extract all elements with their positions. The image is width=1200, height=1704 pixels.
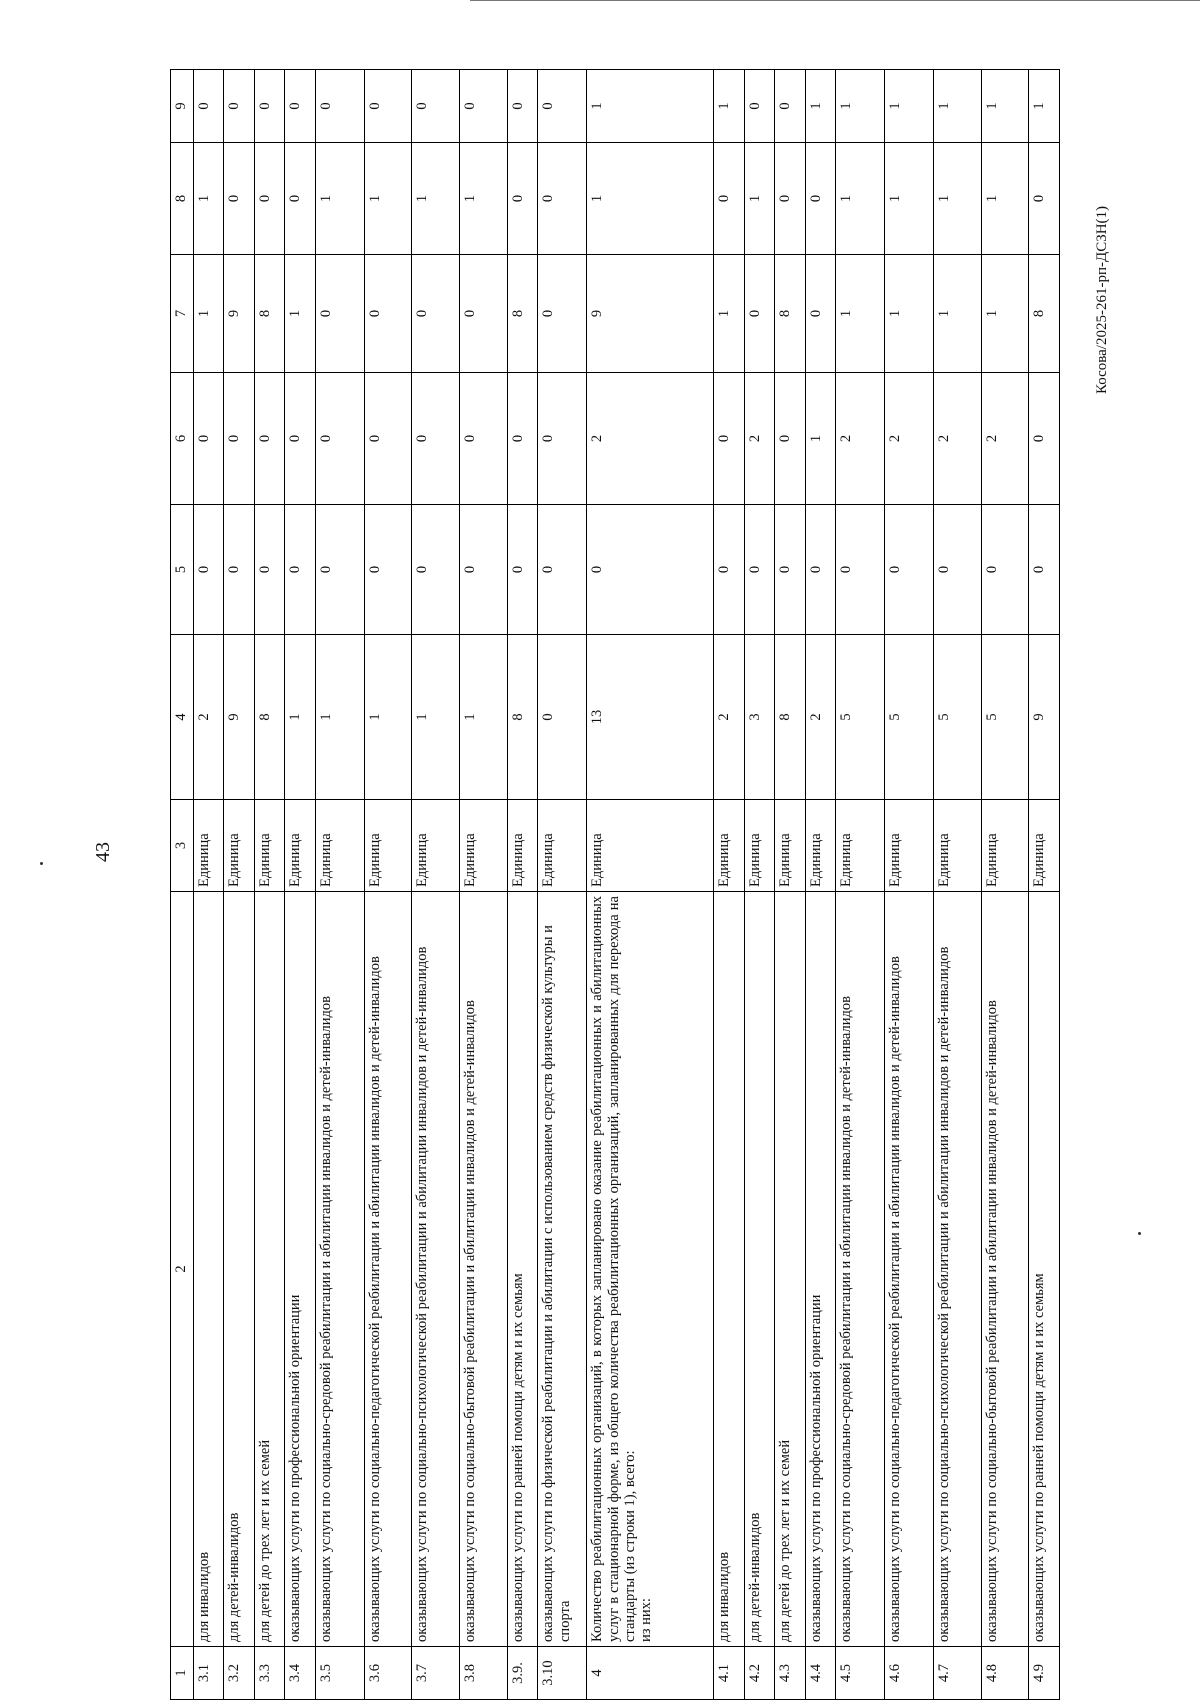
row-value: 0 bbox=[805, 143, 835, 255]
description-text: Количество реабилитационных организаций, в которых запланировано оказание реабилитационных и абилитационных услуг в стационарной форме, из общего количества реабилитационных организаций, запланированных для перехода на стандарты (из строки 1), всего: bbox=[589, 896, 638, 1642]
row-value: 0 bbox=[714, 373, 744, 505]
row-unit: Единица bbox=[836, 800, 885, 892]
row-unit: Единица bbox=[224, 800, 254, 892]
description-text: для детей-инвалидов bbox=[226, 1512, 243, 1642]
row-value: 0 bbox=[364, 70, 412, 143]
row-value: 1 bbox=[933, 255, 981, 373]
description-text: оказывающих услуги по социально-средовой реабилитации и абилитации инвалидов и детей-инвалидов bbox=[317, 996, 334, 1642]
row-value: 2 bbox=[587, 373, 714, 505]
row-value: 13 bbox=[587, 635, 714, 800]
header-cell: 7 bbox=[171, 255, 194, 373]
row-value: 0 bbox=[315, 70, 364, 143]
row-value: 0 bbox=[412, 255, 460, 373]
row-value: 8 bbox=[507, 255, 537, 373]
row-value: 9 bbox=[224, 255, 254, 373]
row-value: 1 bbox=[836, 70, 885, 143]
table-row bbox=[981, 70, 1029, 1700]
row-value: 5 bbox=[981, 635, 1029, 800]
row-number: 4.3 bbox=[775, 1647, 805, 1700]
row-value: 0 bbox=[744, 255, 774, 373]
table-row bbox=[744, 70, 774, 1700]
row-value: 0 bbox=[836, 505, 885, 635]
row-description bbox=[460, 892, 508, 1647]
row-value: 0 bbox=[1029, 505, 1060, 635]
row-unit: Единица bbox=[412, 800, 460, 892]
table-row bbox=[364, 70, 412, 1700]
description-text: оказывающих услуги по социально-психологической реабилитации и абилитации инвалидов и детей-инвалидов bbox=[935, 946, 952, 1642]
row-value: 1 bbox=[315, 143, 364, 255]
row-unit: Единица bbox=[933, 800, 981, 892]
row-value: 8 bbox=[1029, 255, 1060, 373]
row-value: 0 bbox=[744, 70, 774, 143]
row-value: 0 bbox=[460, 70, 508, 143]
row-value: 0 bbox=[254, 505, 284, 635]
row-number: 4.7 bbox=[933, 1647, 981, 1700]
row-value: 0 bbox=[714, 143, 744, 255]
description-text: для инвалидов bbox=[716, 1551, 733, 1642]
table-row bbox=[538, 70, 587, 1700]
rotated-table-wrapper bbox=[170, 70, 1060, 1700]
row-value: 1 bbox=[460, 143, 508, 255]
table-row bbox=[884, 70, 933, 1700]
scan-speck bbox=[40, 862, 43, 865]
row-description bbox=[981, 892, 1029, 1647]
row-value: 1 bbox=[805, 373, 835, 505]
row-value: 0 bbox=[254, 373, 284, 505]
row-unit: Единица bbox=[507, 800, 537, 892]
row-value: 0 bbox=[775, 70, 805, 143]
row-value: 1 bbox=[933, 143, 981, 255]
row-value: 0 bbox=[412, 373, 460, 505]
row-value: 1 bbox=[460, 635, 508, 800]
description-text: оказывающих услуги по профессиональной ориентации bbox=[807, 1294, 824, 1642]
row-value: 8 bbox=[507, 635, 537, 800]
row-unit: Единица bbox=[254, 800, 284, 892]
description-text: оказывающих услуги по социально-педагогической реабилитации и абилитации инвалидов и детей-инвалидов bbox=[886, 956, 903, 1642]
row-description bbox=[836, 892, 885, 1647]
row-value: 1 bbox=[285, 255, 315, 373]
row-value: 1 bbox=[1029, 70, 1060, 143]
description-text: оказывающих услуги по социально-психологической реабилитации и абилитации инвалидов и детей-инвалидов bbox=[414, 946, 431, 1642]
row-value: 0 bbox=[460, 373, 508, 505]
row-description bbox=[315, 892, 364, 1647]
row-value: 1 bbox=[714, 70, 744, 143]
row-unit: Единица bbox=[744, 800, 774, 892]
row-value: 0 bbox=[538, 373, 587, 505]
row-value: 0 bbox=[224, 505, 254, 635]
row-value: 0 bbox=[538, 70, 587, 143]
table-row bbox=[412, 70, 460, 1700]
row-value: 0 bbox=[507, 373, 537, 505]
row-value: 0 bbox=[285, 373, 315, 505]
row-unit: Единица bbox=[194, 800, 224, 892]
row-value: 2 bbox=[194, 635, 224, 800]
row-value: 1 bbox=[933, 70, 981, 143]
scan-speck bbox=[1138, 1232, 1141, 1235]
row-value: 0 bbox=[714, 505, 744, 635]
row-value: 2 bbox=[836, 373, 885, 505]
row-description bbox=[224, 892, 254, 1647]
row-value: 0 bbox=[538, 255, 587, 373]
row-description bbox=[364, 892, 412, 1647]
row-number: 3.8 bbox=[460, 1647, 508, 1700]
table-row bbox=[714, 70, 744, 1700]
row-value: 1 bbox=[884, 70, 933, 143]
description-text: оказывающих услуги по профессиональной ориентации bbox=[287, 1294, 304, 1642]
row-value: 0 bbox=[364, 255, 412, 373]
row-value: 0 bbox=[538, 635, 587, 800]
row-value: 8 bbox=[775, 635, 805, 800]
row-value: 1 bbox=[194, 143, 224, 255]
page-number: 43 bbox=[92, 842, 114, 862]
row-unit: Единица bbox=[315, 800, 364, 892]
header-cell: 3 bbox=[171, 800, 194, 892]
row-number: 4.9 bbox=[1029, 1647, 1060, 1700]
row-value: 9 bbox=[587, 255, 714, 373]
table-row bbox=[285, 70, 315, 1700]
table-row bbox=[836, 70, 885, 1700]
row-unit: Единица bbox=[805, 800, 835, 892]
row-value: 0 bbox=[364, 505, 412, 635]
row-description bbox=[1029, 892, 1060, 1647]
table-body bbox=[171, 70, 1060, 1700]
row-description bbox=[884, 892, 933, 1647]
row-number: 3.5 bbox=[315, 1647, 364, 1700]
table-row bbox=[1029, 70, 1060, 1700]
row-number: 3.7 bbox=[412, 1647, 460, 1700]
row-description bbox=[412, 892, 460, 1647]
row-value: 0 bbox=[315, 505, 364, 635]
row-value: 1 bbox=[836, 255, 885, 373]
table-row bbox=[933, 70, 981, 1700]
table-row bbox=[460, 70, 508, 1700]
row-value: 0 bbox=[507, 505, 537, 635]
row-description bbox=[587, 892, 714, 1647]
row-number: 4.1 bbox=[714, 1647, 744, 1700]
table-row bbox=[194, 70, 224, 1700]
document-code: Косова/2025-261-рп-ДСЗН(1) bbox=[1094, 205, 1110, 395]
row-value: 1 bbox=[805, 70, 835, 143]
row-value: 0 bbox=[884, 505, 933, 635]
row-value: 0 bbox=[744, 505, 774, 635]
table-row bbox=[254, 70, 284, 1700]
row-description bbox=[194, 892, 224, 1647]
row-value: 1 bbox=[836, 143, 885, 255]
row-value: 0 bbox=[507, 70, 537, 143]
row-value: 0 bbox=[1029, 373, 1060, 505]
description-text: для детей-инвалидов bbox=[746, 1512, 763, 1642]
row-value: 0 bbox=[805, 505, 835, 635]
row-value: 0 bbox=[805, 255, 835, 373]
row-value: 0 bbox=[460, 255, 508, 373]
row-value: 0 bbox=[538, 143, 587, 255]
row-unit: Единица bbox=[285, 800, 315, 892]
row-value: 2 bbox=[981, 373, 1029, 505]
table-row bbox=[775, 70, 805, 1700]
description-text: оказывающих услуги по социально-бытовой реабилитации и абилитации инвалидов и детей-инвалидов bbox=[983, 1000, 1000, 1642]
row-value: 2 bbox=[805, 635, 835, 800]
row-number: 3.9. bbox=[507, 1647, 537, 1700]
row-unit: Единица bbox=[775, 800, 805, 892]
row-description bbox=[714, 892, 744, 1647]
row-value: 0 bbox=[1029, 143, 1060, 255]
row-value: 0 bbox=[412, 505, 460, 635]
row-value: 0 bbox=[224, 70, 254, 143]
row-number: 3.3 bbox=[254, 1647, 284, 1700]
description-text: оказывающих услуги по социально-бытовой реабилитации и абилитации инвалидов и детей-инвалидов bbox=[462, 1000, 479, 1642]
row-value: 8 bbox=[775, 255, 805, 373]
row-value: 0 bbox=[194, 505, 224, 635]
description-text: для детей до трех лет и их семей bbox=[256, 1439, 273, 1642]
row-value: 0 bbox=[460, 505, 508, 635]
header-row bbox=[171, 70, 194, 1700]
table-row bbox=[587, 70, 714, 1700]
row-value: 1 bbox=[981, 70, 1029, 143]
table-row bbox=[805, 70, 835, 1700]
row-value: 0 bbox=[224, 373, 254, 505]
row-value: 5 bbox=[933, 635, 981, 800]
header-cell: 6 bbox=[171, 373, 194, 505]
row-value: 8 bbox=[254, 635, 284, 800]
row-number: 4.2 bbox=[744, 1647, 774, 1700]
description-text: оказывающих услуги по ранней помощи детям и их семьям bbox=[1031, 1273, 1048, 1642]
row-value: 0 bbox=[315, 373, 364, 505]
row-value: 0 bbox=[285, 70, 315, 143]
row-value: 0 bbox=[194, 373, 224, 505]
row-value: 0 bbox=[538, 505, 587, 635]
row-value: 2 bbox=[744, 373, 774, 505]
row-value: 0 bbox=[981, 505, 1029, 635]
row-value: 0 bbox=[194, 70, 224, 143]
row-value: 1 bbox=[744, 143, 774, 255]
description-text: оказывающих услуги по социально-средовой реабилитации и абилитации инвалидов и детей-инвалидов bbox=[838, 996, 854, 1642]
row-value: 9 bbox=[224, 635, 254, 800]
row-description bbox=[285, 892, 315, 1647]
row-value: 0 bbox=[775, 373, 805, 505]
row-description bbox=[805, 892, 835, 1647]
row-value: 1 bbox=[412, 143, 460, 255]
row-value: 1 bbox=[884, 255, 933, 373]
header-cell: 8 bbox=[171, 143, 194, 255]
row-description bbox=[538, 892, 587, 1647]
row-number: 4.6 bbox=[884, 1647, 933, 1700]
table-row bbox=[507, 70, 537, 1700]
row-value: 3 bbox=[744, 635, 774, 800]
row-value: 1 bbox=[364, 143, 412, 255]
row-value: 0 bbox=[254, 143, 284, 255]
row-value: 0 bbox=[587, 505, 714, 635]
row-value: 1 bbox=[587, 143, 714, 255]
row-unit: Единица bbox=[364, 800, 412, 892]
scan-edge-line bbox=[470, 0, 1200, 1]
row-number: 3.6 bbox=[364, 1647, 412, 1700]
row-description bbox=[254, 892, 284, 1647]
row-number: 4.8 bbox=[981, 1647, 1029, 1700]
row-unit: Единица bbox=[714, 800, 744, 892]
row-value: 1 bbox=[315, 635, 364, 800]
row-value: 1 bbox=[981, 255, 1029, 373]
row-value: 0 bbox=[775, 505, 805, 635]
row-value: 1 bbox=[884, 143, 933, 255]
row-value: 2 bbox=[714, 635, 744, 800]
row-value: 0 bbox=[285, 505, 315, 635]
row-value: 1 bbox=[364, 635, 412, 800]
header-cell: 9 bbox=[171, 70, 194, 143]
row-value: 2 bbox=[884, 373, 933, 505]
row-value: 1 bbox=[412, 635, 460, 800]
description-text: оказывающих услуги по физической реабилитации и абилитации с использованием средств физической культуры и спорта bbox=[540, 925, 573, 1642]
table-row bbox=[315, 70, 364, 1700]
header-cell: 4 bbox=[171, 635, 194, 800]
row-number: 4 bbox=[587, 1647, 714, 1700]
description-text: оказывающих услуги по социально-педагогической реабилитации и абилитации инвалидов и детей-инвалидов bbox=[366, 956, 383, 1642]
row-value: 9 bbox=[1029, 635, 1060, 800]
header-cell: 2 bbox=[171, 892, 194, 1647]
row-unit: Единица bbox=[538, 800, 587, 892]
row-value: 0 bbox=[933, 505, 981, 635]
row-number: 3.2 bbox=[224, 1647, 254, 1700]
table-row bbox=[224, 70, 254, 1700]
row-value: 2 bbox=[933, 373, 981, 505]
row-value: 0 bbox=[254, 70, 284, 143]
row-unit: Единица bbox=[587, 800, 714, 892]
row-value: 1 bbox=[981, 143, 1029, 255]
data-table bbox=[170, 69, 1060, 1700]
row-description bbox=[933, 892, 981, 1647]
row-value: 5 bbox=[836, 635, 885, 800]
description-text: для инвалидов bbox=[196, 1551, 213, 1642]
row-number: 3.4 bbox=[285, 1647, 315, 1700]
description-subtext: из них: bbox=[637, 1598, 654, 1642]
description-text: для детей до трех лет и их семей bbox=[777, 1439, 794, 1642]
row-value: 0 bbox=[412, 70, 460, 143]
row-value: 1 bbox=[587, 70, 714, 143]
row-value: 5 bbox=[884, 635, 933, 800]
row-value: 1 bbox=[194, 255, 224, 373]
description-text: оказывающих услуги по ранней помощи детям и их семьям bbox=[509, 1273, 526, 1642]
row-unit: Единица bbox=[460, 800, 508, 892]
row-value: 0 bbox=[315, 255, 364, 373]
row-unit: Единица bbox=[981, 800, 1029, 892]
row-description bbox=[507, 892, 537, 1647]
row-value: 0 bbox=[775, 143, 805, 255]
header-cell: 5 bbox=[171, 505, 194, 635]
row-description bbox=[744, 892, 774, 1647]
row-unit: Единица bbox=[1029, 800, 1060, 892]
row-value: 0 bbox=[285, 143, 315, 255]
row-number: 3.10 bbox=[538, 1647, 587, 1700]
row-number: 4.5 bbox=[836, 1647, 885, 1700]
row-value: 0 bbox=[507, 143, 537, 255]
row-value: 8 bbox=[254, 255, 284, 373]
row-value: 0 bbox=[224, 143, 254, 255]
row-value: 0 bbox=[364, 373, 412, 505]
header-cell: 1 bbox=[171, 1647, 194, 1700]
row-value: 1 bbox=[285, 635, 315, 800]
row-number: 4.4 bbox=[805, 1647, 835, 1700]
row-unit: Единица bbox=[884, 800, 933, 892]
row-number: 3.1 bbox=[194, 1647, 224, 1700]
row-value: 1 bbox=[714, 255, 744, 373]
row-description bbox=[775, 892, 805, 1647]
